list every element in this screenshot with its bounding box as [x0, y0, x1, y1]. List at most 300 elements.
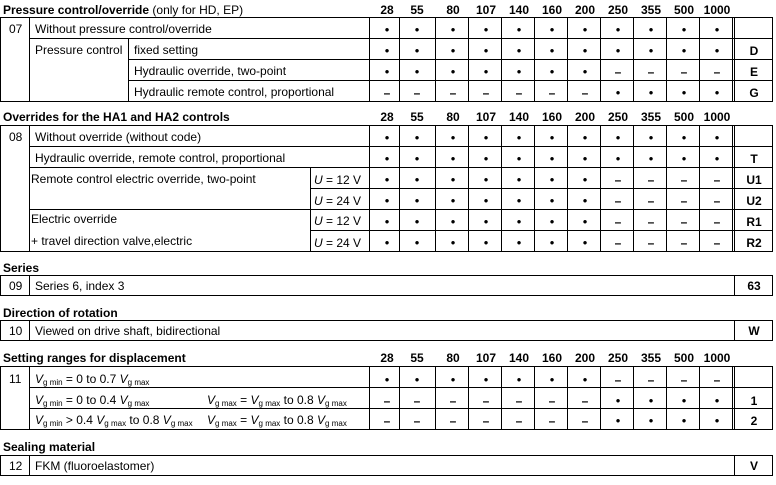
- unavailable-dash: –: [383, 86, 391, 100]
- unavailable-dash: –: [515, 394, 523, 408]
- column-header: 200: [574, 3, 596, 17]
- available-dot: •: [384, 22, 390, 37]
- unavailable-dash: –: [413, 414, 421, 428]
- divider: [734, 125, 735, 251]
- voltage-value: = 12 V: [322, 214, 362, 228]
- divider: [699, 17, 700, 101]
- unavailable-dash: –: [647, 194, 655, 208]
- divider: [732, 17, 733, 101]
- voltage-symbol: U: [314, 173, 323, 187]
- divider: [29, 320, 30, 341]
- unavailable-dash: –: [647, 215, 655, 229]
- column-header: 160: [541, 110, 563, 124]
- unavailable-dash: –: [680, 236, 688, 250]
- column-header: 28: [380, 110, 394, 124]
- ordering-code: E: [749, 65, 758, 79]
- available-dot: •: [648, 85, 654, 100]
- row-label: Electric override: [31, 212, 118, 226]
- column-header: 250: [607, 110, 629, 124]
- row-sub-label: Hydraulic remote control, proportional: [134, 85, 335, 99]
- divider: [310, 230, 773, 231]
- column-header: 80: [446, 351, 460, 365]
- row-sub-label: fixed setting: [134, 43, 199, 57]
- voltage-symbol: U: [314, 236, 323, 250]
- voltage-value: = 12 V: [322, 173, 362, 187]
- available-dot: •: [450, 64, 456, 79]
- divider: [0, 429, 773, 430]
- available-dot: •: [582, 214, 588, 229]
- section-07-number: 07: [9, 22, 23, 36]
- column-header: 28: [380, 351, 394, 365]
- row-label: FKM (fluoroelastomer): [35, 459, 155, 473]
- available-dot: •: [450, 172, 456, 187]
- available-dot: •: [615, 151, 621, 166]
- available-dot: •: [714, 85, 720, 100]
- divider: [633, 125, 634, 251]
- unavailable-dash: –: [713, 373, 721, 387]
- voltage-symbol: U: [314, 194, 323, 208]
- available-dot: •: [648, 151, 654, 166]
- divider: [369, 366, 370, 429]
- divider: [369, 125, 370, 251]
- column-header: 200: [574, 351, 596, 365]
- unavailable-dash: –: [413, 394, 421, 408]
- unavailable-dash: –: [614, 65, 622, 79]
- available-dot: •: [714, 130, 720, 145]
- available-dot: •: [450, 193, 456, 208]
- available-dot: •: [582, 22, 588, 37]
- divider: [633, 17, 634, 101]
- available-dot: •: [582, 172, 588, 187]
- available-dot: •: [414, 372, 420, 387]
- unavailable-dash: –: [449, 86, 457, 100]
- unavailable-dash: –: [548, 414, 556, 428]
- column-header: 500: [673, 110, 695, 124]
- divider: [29, 17, 30, 101]
- range-row-3: $V_{g min} > 0.4$ $V_{g max}$ to 0.8 $V_{g max}$: [35, 413, 193, 428]
- divider: [29, 167, 773, 168]
- unavailable-dash: –: [548, 86, 556, 100]
- available-dot: •: [450, 214, 456, 229]
- available-dot: •: [714, 151, 720, 166]
- available-dot: •: [681, 22, 687, 37]
- section-08-title: Overrides for the HA1 and HA2 controls: [3, 110, 230, 124]
- divider: [772, 366, 773, 429]
- unavailable-dash: –: [383, 394, 391, 408]
- available-dot: •: [516, 372, 522, 387]
- available-dot: •: [549, 64, 555, 79]
- section-12-number: 12: [9, 459, 23, 473]
- available-dot: •: [516, 43, 522, 58]
- row-label: Remote control electric override, two-point: [31, 172, 256, 186]
- available-dot: •: [549, 214, 555, 229]
- available-dot: •: [414, 43, 420, 58]
- available-dot: •: [549, 235, 555, 250]
- available-dot: •: [549, 372, 555, 387]
- unavailable-dash: –: [581, 414, 589, 428]
- section-09-title: Series: [3, 261, 40, 275]
- column-header: 160: [541, 351, 563, 365]
- unavailable-dash: –: [482, 414, 490, 428]
- available-dot: •: [582, 130, 588, 145]
- unavailable-dash: –: [647, 65, 655, 79]
- divider: [29, 146, 773, 147]
- voltage-label: [314, 194, 361, 208]
- available-dot: •: [648, 22, 654, 37]
- divider: [0, 366, 773, 367]
- divider: [0, 17, 1, 101]
- column-header: 250: [607, 351, 629, 365]
- unavailable-dash: –: [647, 236, 655, 250]
- row-label: Without pressure control/override: [35, 22, 212, 36]
- unavailable-dash: –: [680, 215, 688, 229]
- available-dot: •: [582, 151, 588, 166]
- column-header: 28: [380, 3, 394, 17]
- column-header: 1000: [703, 351, 731, 365]
- available-dot: •: [549, 193, 555, 208]
- divider: [534, 125, 535, 251]
- ordering-code: 1: [750, 394, 758, 408]
- row-label: Without override (without code): [35, 130, 202, 144]
- ordering-code: 63: [747, 279, 761, 293]
- divider: [128, 59, 773, 60]
- divider: [666, 366, 667, 429]
- divider: [29, 366, 30, 429]
- column-header: 80: [446, 110, 460, 124]
- available-dot: •: [414, 22, 420, 37]
- section-10-title: Direction of rotation: [3, 306, 118, 320]
- available-dot: •: [516, 235, 522, 250]
- unavailable-dash: –: [548, 394, 556, 408]
- divider: [435, 366, 436, 429]
- row-label: Viewed on drive shaft, bidirectional: [35, 324, 221, 338]
- divider: [468, 366, 469, 429]
- available-dot: •: [615, 413, 621, 428]
- section-11-number: 11: [9, 372, 22, 386]
- available-dot: •: [681, 393, 687, 408]
- voltage-value: = 24 V: [322, 236, 362, 250]
- unavailable-dash: –: [614, 236, 622, 250]
- ordering-code: G: [749, 86, 759, 100]
- divider: [468, 17, 469, 101]
- range-row-2: $V_{g min} = 0$ to 0.4 $V_{g max}$: [35, 393, 150, 408]
- divider: [734, 275, 735, 296]
- section-10-number: 10: [9, 324, 23, 338]
- available-dot: •: [483, 235, 489, 250]
- unavailable-dash: –: [449, 394, 457, 408]
- divider: [600, 366, 601, 429]
- available-dot: •: [549, 172, 555, 187]
- available-dot: •: [615, 85, 621, 100]
- available-dot: •: [582, 43, 588, 58]
- unavailable-dash: –: [680, 373, 688, 387]
- available-dot: •: [648, 43, 654, 58]
- available-dot: •: [483, 64, 489, 79]
- available-dot: •: [384, 214, 390, 229]
- unavailable-dash: –: [713, 215, 721, 229]
- unavailable-dash: –: [581, 394, 589, 408]
- divider: [29, 125, 30, 251]
- available-dot: •: [414, 214, 420, 229]
- divider: [0, 125, 773, 126]
- divider: [534, 17, 535, 101]
- section-11-title: Setting ranges for displacement: [3, 351, 186, 365]
- divider: [600, 125, 601, 251]
- available-dot: •: [516, 193, 522, 208]
- available-dot: •: [384, 64, 390, 79]
- available-dot: •: [483, 172, 489, 187]
- ordering-code: R2: [746, 236, 762, 250]
- column-header: 107: [475, 351, 497, 365]
- divider: [772, 125, 773, 251]
- ordering-code: 2: [750, 414, 758, 428]
- available-dot: •: [582, 193, 588, 208]
- available-dot: •: [648, 413, 654, 428]
- column-header: 107: [475, 3, 497, 17]
- divider: [534, 366, 535, 429]
- divider: [734, 455, 735, 476]
- divider: [633, 366, 634, 429]
- available-dot: •: [384, 130, 390, 145]
- available-dot: •: [582, 64, 588, 79]
- divider: [0, 125, 1, 251]
- row-label: Pressure control: [35, 43, 123, 57]
- section-07-title: [3, 3, 243, 17]
- available-dot: •: [450, 151, 456, 166]
- available-dot: •: [483, 130, 489, 145]
- section-08-number: 08: [9, 130, 23, 144]
- divider: [567, 366, 568, 429]
- column-header: 1000: [703, 110, 731, 124]
- section-12-title: Sealing material: [3, 440, 96, 454]
- divider: [29, 387, 773, 388]
- divider: [310, 188, 773, 189]
- divider: [734, 320, 735, 341]
- available-dot: •: [384, 235, 390, 250]
- available-dot: •: [714, 393, 720, 408]
- column-header: 355: [640, 110, 662, 124]
- available-dot: •: [483, 22, 489, 37]
- divider: [0, 101, 773, 102]
- available-dot: •: [648, 393, 654, 408]
- unavailable-dash: –: [413, 86, 421, 100]
- available-dot: •: [450, 235, 456, 250]
- divider: [732, 125, 733, 251]
- divider: [699, 125, 700, 251]
- divider: [666, 17, 667, 101]
- section-09-number: 09: [9, 279, 23, 293]
- unavailable-dash: –: [713, 65, 721, 79]
- column-header: 55: [410, 351, 424, 365]
- unavailable-dash: –: [614, 373, 622, 387]
- available-dot: •: [516, 64, 522, 79]
- divider: [0, 366, 1, 429]
- divider: [501, 366, 502, 429]
- column-header: 80: [446, 3, 460, 17]
- row-label: Series 6, index 3: [35, 279, 125, 293]
- unavailable-dash: –: [614, 194, 622, 208]
- available-dot: •: [414, 193, 420, 208]
- available-dot: •: [582, 235, 588, 250]
- voltage-value: = 24 V: [322, 194, 362, 208]
- range-row-2-max: $V_{g max} = V_{g max}$ to 0.8 $V_{g max}$: [207, 393, 347, 408]
- divider: [29, 275, 30, 296]
- divider: [435, 17, 436, 101]
- ordering-code: V: [749, 459, 758, 473]
- divider: [435, 125, 436, 251]
- divider: [699, 366, 700, 429]
- column-header: 55: [410, 110, 424, 124]
- unavailable-dash: –: [515, 414, 523, 428]
- available-dot: •: [582, 372, 588, 387]
- unavailable-dash: –: [680, 65, 688, 79]
- available-dot: •: [516, 151, 522, 166]
- column-header: 500: [673, 351, 695, 365]
- divider: [600, 17, 601, 101]
- divider: [29, 408, 773, 409]
- ordering-code: T: [750, 152, 758, 166]
- row-label: Hydraulic override, remote control, proportional: [35, 151, 286, 165]
- available-dot: •: [516, 172, 522, 187]
- available-dot: •: [549, 43, 555, 58]
- unavailable-dash: –: [680, 194, 688, 208]
- divider: [369, 17, 370, 101]
- unavailable-dash: –: [614, 215, 622, 229]
- unavailable-dash: –: [647, 173, 655, 187]
- available-dot: •: [516, 22, 522, 37]
- divider: [0, 251, 773, 252]
- column-header: 250: [607, 3, 629, 17]
- divider: [501, 17, 502, 101]
- unavailable-dash: –: [449, 414, 457, 428]
- column-header: 355: [640, 351, 662, 365]
- available-dot: •: [384, 372, 390, 387]
- unavailable-dash: –: [515, 86, 523, 100]
- column-header: 200: [574, 110, 596, 124]
- available-dot: •: [615, 393, 621, 408]
- unavailable-dash: –: [482, 394, 490, 408]
- available-dot: •: [483, 214, 489, 229]
- available-dot: •: [483, 151, 489, 166]
- available-dot: •: [615, 130, 621, 145]
- unavailable-dash: –: [647, 373, 655, 387]
- unavailable-dash: –: [713, 194, 721, 208]
- unavailable-dash: –: [713, 173, 721, 187]
- divider: [128, 80, 773, 81]
- available-dot: •: [450, 372, 456, 387]
- ordering-code: U1: [746, 173, 762, 187]
- available-dot: •: [615, 22, 621, 37]
- available-dot: •: [714, 413, 720, 428]
- divider: [666, 125, 667, 251]
- range-row-1: $V_{g min} = 0$ to 0.7 $V_{g max}$: [35, 372, 150, 387]
- unavailable-dash: –: [383, 414, 391, 428]
- available-dot: •: [414, 130, 420, 145]
- available-dot: •: [450, 130, 456, 145]
- voltage-label: [314, 173, 361, 187]
- section-07-note: (only for HD, EP): [152, 3, 244, 17]
- available-dot: •: [450, 22, 456, 37]
- voltage-label: [314, 214, 361, 228]
- available-dot: •: [414, 151, 420, 166]
- ordering-code: D: [749, 44, 759, 58]
- column-header: 160: [541, 3, 563, 17]
- available-dot: •: [483, 43, 489, 58]
- available-dot: •: [414, 235, 420, 250]
- available-dot: •: [681, 151, 687, 166]
- divider: [29, 38, 773, 39]
- divider: [468, 125, 469, 251]
- divider: [0, 17, 773, 18]
- divider: [128, 38, 129, 101]
- unavailable-dash: –: [482, 86, 490, 100]
- unavailable-dash: –: [614, 173, 622, 187]
- divider: [29, 209, 773, 210]
- available-dot: •: [516, 130, 522, 145]
- available-dot: •: [384, 172, 390, 187]
- divider: [567, 125, 568, 251]
- unavailable-dash: –: [680, 173, 688, 187]
- divider: [772, 17, 773, 101]
- available-dot: •: [681, 43, 687, 58]
- available-dot: •: [549, 130, 555, 145]
- column-header: 500: [673, 3, 695, 17]
- column-header: 1000: [703, 3, 731, 17]
- available-dot: •: [483, 372, 489, 387]
- available-dot: •: [549, 151, 555, 166]
- voltage-symbol: U: [314, 214, 323, 228]
- available-dot: •: [414, 172, 420, 187]
- ordering-code: R1: [746, 215, 762, 229]
- column-header: 55: [410, 3, 424, 17]
- range-row-3-max: $V_{g max} = V_{g max}$ to 0.8 $V_{g max}$: [207, 413, 347, 428]
- available-dot: •: [648, 130, 654, 145]
- column-header: 140: [508, 351, 530, 365]
- row-sub-label: Hydraulic override, two-point: [134, 64, 287, 78]
- available-dot: •: [681, 130, 687, 145]
- column-header: 355: [640, 3, 662, 17]
- divider: [29, 455, 30, 476]
- available-dot: •: [714, 43, 720, 58]
- voltage-label: [314, 236, 361, 250]
- divider: [501, 125, 502, 251]
- available-dot: •: [384, 151, 390, 166]
- available-dot: •: [615, 43, 621, 58]
- divider: [734, 366, 735, 429]
- divider: [734, 17, 735, 101]
- available-dot: •: [414, 64, 420, 79]
- available-dot: •: [681, 413, 687, 428]
- ordering-code: W: [748, 324, 760, 338]
- divider: [310, 167, 311, 251]
- column-header: 107: [475, 110, 497, 124]
- available-dot: •: [483, 193, 489, 208]
- ordering-code: U2: [746, 194, 762, 208]
- available-dot: •: [384, 193, 390, 208]
- available-dot: •: [384, 43, 390, 58]
- available-dot: •: [681, 85, 687, 100]
- column-header: 140: [508, 3, 530, 17]
- section-07-title-text: Pressure control/override: [3, 3, 150, 17]
- available-dot: •: [549, 22, 555, 37]
- available-dot: •: [450, 43, 456, 58]
- unavailable-dash: –: [713, 236, 721, 250]
- available-dot: •: [714, 22, 720, 37]
- row-label: + travel direction valve,electric: [31, 234, 193, 248]
- column-header: 140: [508, 110, 530, 124]
- available-dot: •: [516, 214, 522, 229]
- divider: [732, 366, 733, 429]
